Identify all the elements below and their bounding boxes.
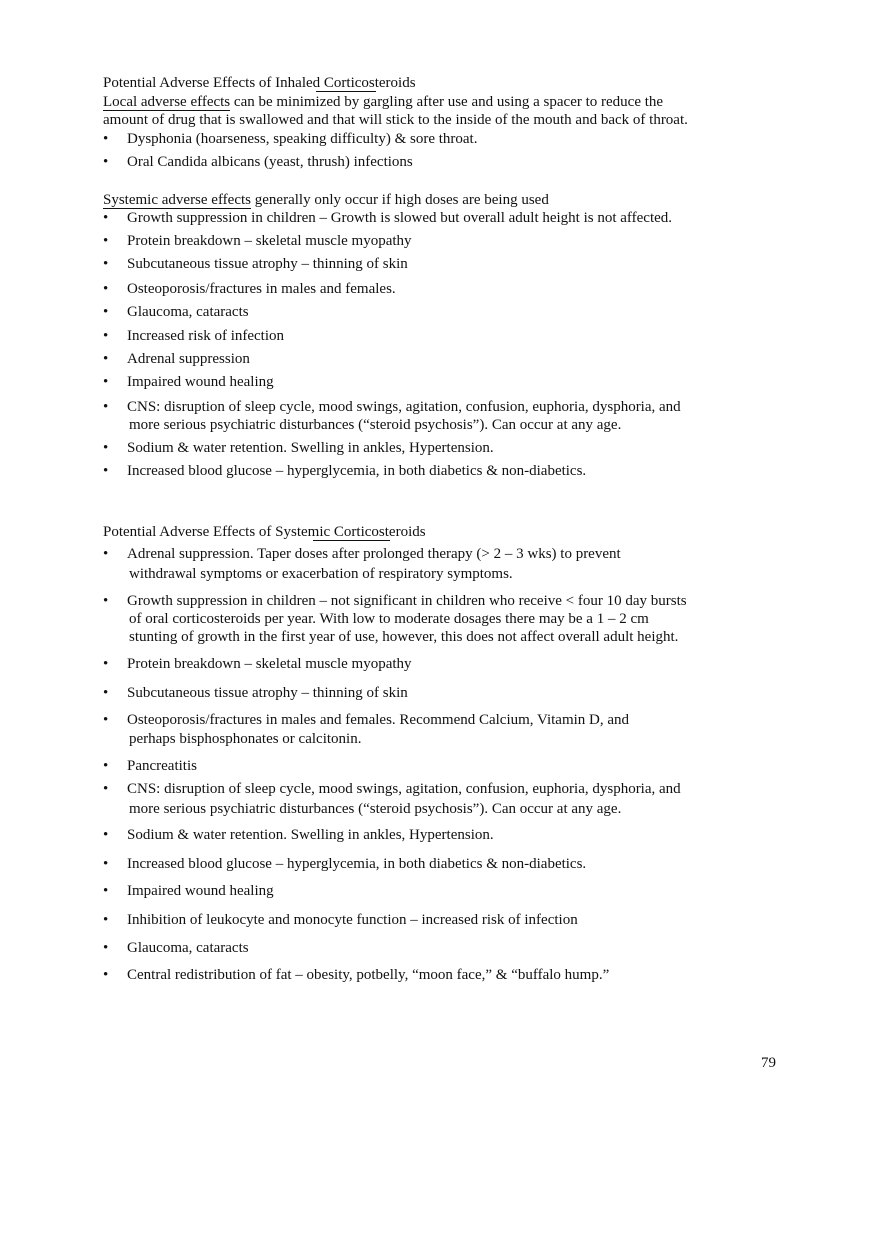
bullet-icon: • [103, 912, 109, 928]
bullet-icon: • [103, 758, 109, 774]
underline-mark [316, 91, 376, 92]
bullet-icon: • [103, 131, 109, 147]
list-item: • CNS: disruption of sleep cycle, mood swings, agitation, confusion, euphoria, dysphoria, and more serious psychiatric disturbances (“steroid psychosis”). Can occur at any age. [103, 781, 681, 817]
list-item: • CNS: disruption of sleep cycle, mood swings, agitation, confusion, euphoria, dysphoria, and more serious psychiatric disturbances (“steroid psychosis”). Can occur at any age. [103, 399, 681, 433]
bullet-icon: • [103, 399, 109, 415]
bullet-icon: • [103, 210, 109, 226]
systemic-effects-intro-text: generally only occur if high doses are being used [251, 192, 549, 208]
local-effects-intro [103, 93, 663, 111]
bullet-icon: • [103, 546, 109, 562]
list-item: • Osteoporosis/fractures in males and females. Recommend Calcium, Vitamin D, and perhaps bisphosphonates or calcitonin. [103, 712, 630, 747]
bullet-icon: • [103, 463, 109, 479]
bullet-icon: • [103, 656, 109, 672]
document-page: Potential Adverse Effects of Inhaled Corticosteroids Local adverse effects can be minimized by gargling after use and using a spacer to reduce the amount of drug that is swallowed and that will stick to the inside of the mouth and back of throat. • Dysphonia (hoarseness, speaking difficulty) & sore throat. • Oral Candida albicans (yeast, thrush) infections Systemic adverse effects generally only occur if high doses are being used • Growth suppression in children – Growth is slowed but overall adult height is not affected. • Protein breakdown – skeletal muscle myopathy • Subcutaneous tissue atrophy – thinning of skin • Osteoporosis/fractures in males and females. • Glaucoma, cataracts • Increased risk of infection • Adrenal suppression • Impaired wound healing • CNS: disruption of sleep cycle, mood swings, agitation, confusion, euphoria, dysphoria, and more serious psychiatric disturbances (“steroid psychosis”). Can occur at any age. • Sodium & water retention. Swelling in ankles, Hypertension. • Increased blood glucose – hyperglycemia, in both diabetics & non-diabetics. Potential Adverse Effects of Systemic Corticosteroids • Adrenal suppression. Taper doses after prolonged therapy (> 2 – 3 wks) to prevent withdrawal symptoms or exacerbation of respiratory symptoms. • Growth suppression in children – not significant in children who receive < four 10 day bursts of oral corticosteroids per year. With low to moderate dosages there may be a 1 – 2 cm stunting of growth in the first year of use, however, this does not affect overall adult height. • Protein breakdown – skeletal muscle myopathy • Subcutaneous tissue atrophy – thinning of skin • Osteoporosis/fractures in males and females. Recommend Calcium, Vitamin D, and perhaps bisphosphonates or calcitonin. • Pancreatitis • CNS: disruption of sleep cycle, mood swings, agitation, confusion, euphoria, dysphoria, and more serious psychiatric disturbances (“steroid psychosis”). Can occur at any age. • Sodium & water retention. Swelling in ankles, Hypertension. • Increased blood glucose – hyperglycemia, in both diabetics & non-diabetics. • Impaired wound healing • Inhibition of leukocyte and monocyte function – increased risk of infection • Glaucoma, cataracts • Central redistribution of fat – obesity, potbelly, “moon face,” & “buffalo hump.” 79 [103, 75, 776, 1071]
systemic-effects-label: Systemic adverse effects [103, 192, 252, 208]
list-item: • Growth suppression in children – not significant in children who receive < four 10 day bursts of oral corticosteroids per year. With low to moderate dosages there may be a 1 – 2 cm stunting of growth in the first year of use, however, this does not affect overall adult height. [103, 593, 687, 645]
local-effects-label: Local adverse effects [103, 94, 231, 110]
local-effects-intro-line2: amount of drug that is swallowed and that will stick to the inside of the mouth and back of throat. [103, 112, 688, 128]
bullet-icon: • [103, 967, 109, 983]
bullet-icon: • [103, 685, 109, 701]
bullet-icon: • [103, 593, 109, 609]
bullet-icon: • [103, 256, 109, 272]
bullet-icon: • [103, 883, 109, 899]
bullet-icon: • [103, 940, 109, 956]
bullet-icon: • [103, 712, 109, 728]
section-heading-systemic: Potential Adverse Effects of Systemic Corticosteroids [103, 524, 426, 540]
bullet-icon: • [103, 440, 109, 456]
bullet-icon: • [103, 856, 109, 872]
bullet-icon: • [103, 781, 109, 797]
local-effects-intro-text: can be minimized by gargling after use and using a spacer to reduce the [230, 94, 664, 110]
bullet-icon: • [103, 281, 109, 297]
bullet-icon: • [103, 304, 109, 320]
systemic-effects-intro [103, 191, 549, 209]
bullet-icon: • [103, 328, 109, 344]
bullet-icon: • [103, 374, 109, 390]
bullet-icon: • [103, 154, 109, 170]
bullet-icon: • [103, 351, 109, 367]
page-number: 79 [761, 1055, 776, 1071]
section-heading-inhaled: Potential Adverse Effects of Inhaled Corticosteroids [103, 75, 416, 91]
underline-mark [313, 540, 390, 541]
list-item: • Adrenal suppression. Taper doses after prolonged therapy (> 2 – 3 wks) to prevent withdrawal symptoms or exacerbation of respiratory symptoms. [103, 546, 621, 582]
bullet-icon: • [103, 233, 109, 249]
bullet-icon: • [103, 827, 109, 843]
